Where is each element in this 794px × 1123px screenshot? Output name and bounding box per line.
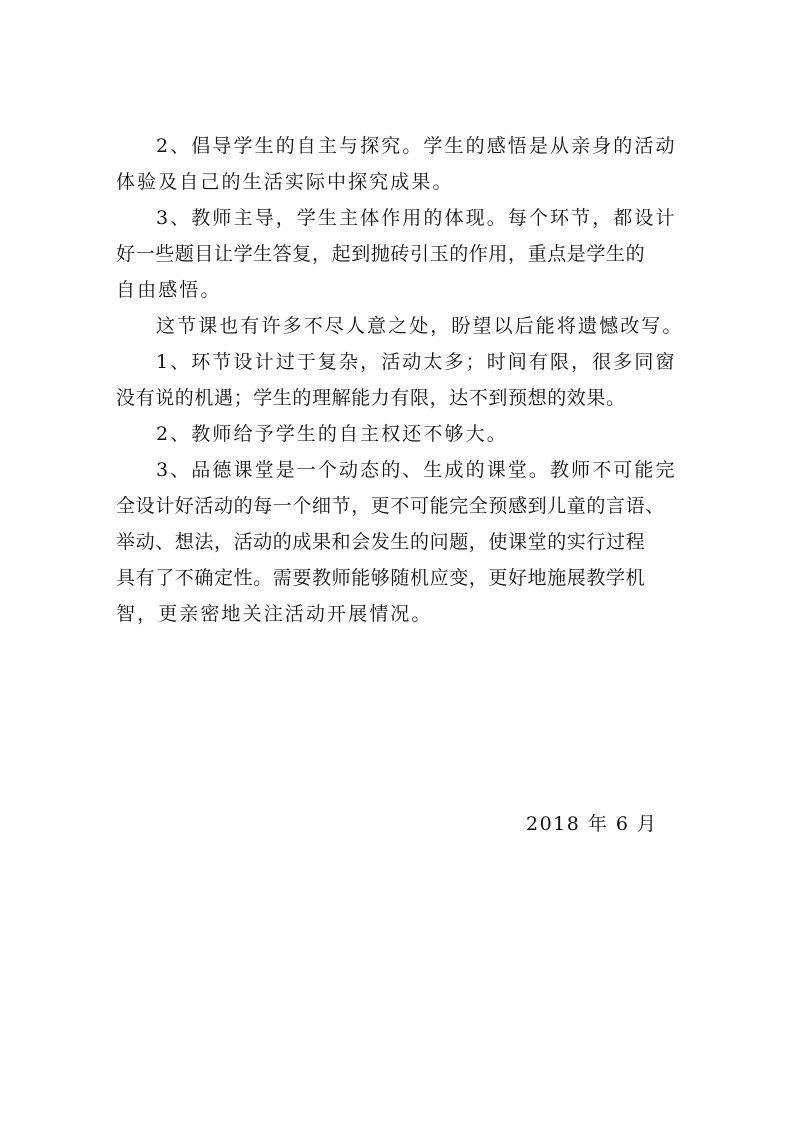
paragraph-shortcoming-2: 2、教师给予学生的自主权还不够大。 [156, 423, 508, 445]
paragraph-point-3-line-3: 自由感悟。 [116, 279, 222, 301]
paragraph-point-2-line-1: 2、倡导学生的自主与探究。学生的感悟是从亲身的活动 [156, 135, 677, 157]
paragraph-shortcoming-3-line-4: 具有了不确定性。需要教师能够随机应变，更好地施展教学机 [116, 567, 646, 589]
paragraph-shortcoming-3-line-3: 举动、想法，活动的成果和会发生的问题，使课堂的实行过程 [116, 531, 646, 553]
document-date: 2018 年 6 月 [526, 813, 658, 835]
paragraph-point-3-line-2: 好一些题目让学生答复，起到抛砖引玉的作用，重点是学生的 [116, 243, 646, 265]
paragraph-shortcoming-1-line-1: 1、环节设计过于复杂，活动太多；时间有限，很多同窗 [156, 351, 677, 373]
paragraph-point-2-line-2: 体验及自己的生活实际中探究成果。 [116, 171, 454, 193]
paragraph-shortcoming-3-line-5: 智，更亲密地关注活动开展情况。 [116, 603, 433, 625]
paragraph-shortcoming-1-line-2: 没有说的机遇；学生的理解能力有限，达不到预想的效果。 [116, 387, 626, 409]
paragraph-shortcomings-intro: 这节课也有许多不尽人意之处，盼望以后能将遗憾改写。 [156, 315, 684, 337]
paragraph-point-3-line-1: 3、教师主导，学生主体作用的体现。每个环节，都设计 [156, 207, 677, 229]
paragraph-shortcoming-3-line-1: 3、品德课堂是一个动态的、生成的课堂。教师不可能完 [156, 459, 677, 481]
document-body [116, 128, 696, 632]
paragraph-shortcoming-3-line-2: 全设计好活动的每一个细节，更不可能完全预感到儿童的言语、 [116, 495, 665, 517]
